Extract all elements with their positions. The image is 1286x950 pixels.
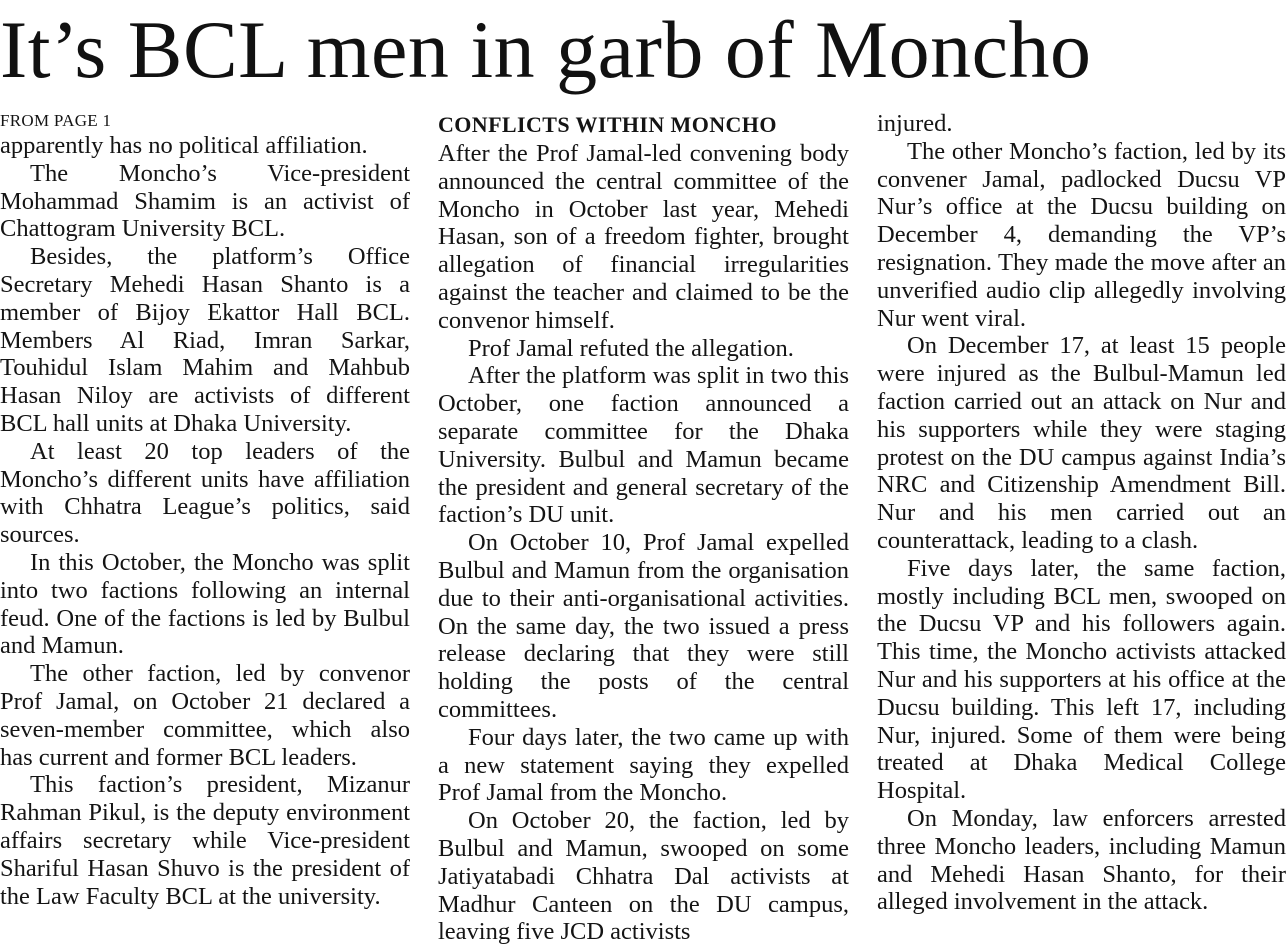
paragraph: The Moncho’s Vice-president Mohammad Shamim is an activist of Chattogram University BCL.: [0, 159, 410, 243]
paragraph: In this October, the Moncho was split into two factions following an internal feud. One of the factions is led by Bulbul and Mamun.: [0, 548, 410, 660]
paragraph: Four days later, the two came up with a new statement saying they expelled Prof Jamal from the Moncho.: [438, 723, 849, 807]
paragraph: The other faction, led by convenor Prof Jamal, on October 21 declared a seven-member committee, which also has current and former BCL leaders.: [0, 660, 410, 771]
paragraph: Five days later, the same faction, mostly including BCL men, swooped on the Ducsu VP and his followers again. This time, the Moncho activists attacked Nur and his supporters at his office at the Ducsu building. This left 17, including Nur, injured. Some of them were being treated at Dhaka Medical College Hospital.: [877, 554, 1286, 805]
paragraph: injured.: [877, 110, 953, 137]
paragraph: Besides, the platform’s Office Secretary Mehedi Hasan Shanto is a member of Bijoy Ekattor Hall BCL. Members Al Riad, Imran Sarkar, Touhidul Islam Mahim and Mahbub Hasan Niloy are activists of different BCL hall units at Dhaka University.: [0, 243, 410, 437]
paragraph: On October 20, the faction, led by Bulbul and Mamun, swooped on some Jatiyatabadi Chhatra Dal activists at Madhur Canteen on the DU campus, leaving five JCD activists: [438, 807, 849, 946]
paragraph: On October 10, Prof Jamal expelled Bulbul and Mamun from the organisation due to their anti-organisational activities. On the same day, the two issued a press release declaring that they were still holding the posts of the central committees.: [438, 529, 849, 723]
paragraph: Prof Jamal refuted the allegation.: [468, 334, 794, 362]
paragraph: The other Moncho’s faction, led by its convener Jamal, padlocked Ducsu VP Nur’s office at the Ducsu building on December 4, demanding the VP’s resignation. They made the move after an unverified audio clip allegedly involving Nur went viral.: [877, 137, 1286, 332]
headline: It’s BCL men in garb of Moncho: [0, 4, 1092, 95]
paragraph: This faction’s president, Mizanur Rahman Pikul, is the deputy environment affairs secretary while Vice-president Shariful Hasan Shuvo is the president of the Law Faculty BCL at the university.: [0, 771, 410, 910]
paragraph: apparently has no political affiliation.: [0, 132, 368, 159]
article-column-1: [0, 108, 410, 948]
paragraph: At least 20 top leaders of the Moncho’s different units have affiliation with Chhatra League’s politics, said sources.: [0, 437, 410, 549]
paragraph: After the Prof Jamal-led convening body announced the central committee of the Moncho in October last year, Mehedi Hasan, son of a freedom fighter, brought allegation of financial irregularities against the teacher and claimed to be the convenor himself.: [438, 140, 849, 334]
paragraph: On December 17, at least 15 people were injured as the Bulbul-Mamun led faction carried out an attack on Nur and his supporters while they were staging protest on the DU campus against India’s NRC and Citizenship Amendment Bill. Nur and his men carried out an counterattack, leading to a clash.: [877, 332, 1286, 554]
subheading: CONFLICTS WITHIN MONCHO: [438, 112, 777, 137]
article-column-2: [438, 110, 849, 950]
article-column-3: [877, 110, 1286, 950]
paragraph: On Monday, law enforcers arrested three Moncho leaders, including Mamun and Mehedi Hasan Shanto, for their alleged involvement in the attack.: [877, 804, 1286, 916]
paragraph: After the platform was split in two this October, one faction announced a separate committee for the Dhaka University. Bulbul and Mamun became the president and general secretary of the faction’s DU unit.: [438, 362, 849, 529]
from-page-label: FROM PAGE 1: [0, 111, 112, 130]
